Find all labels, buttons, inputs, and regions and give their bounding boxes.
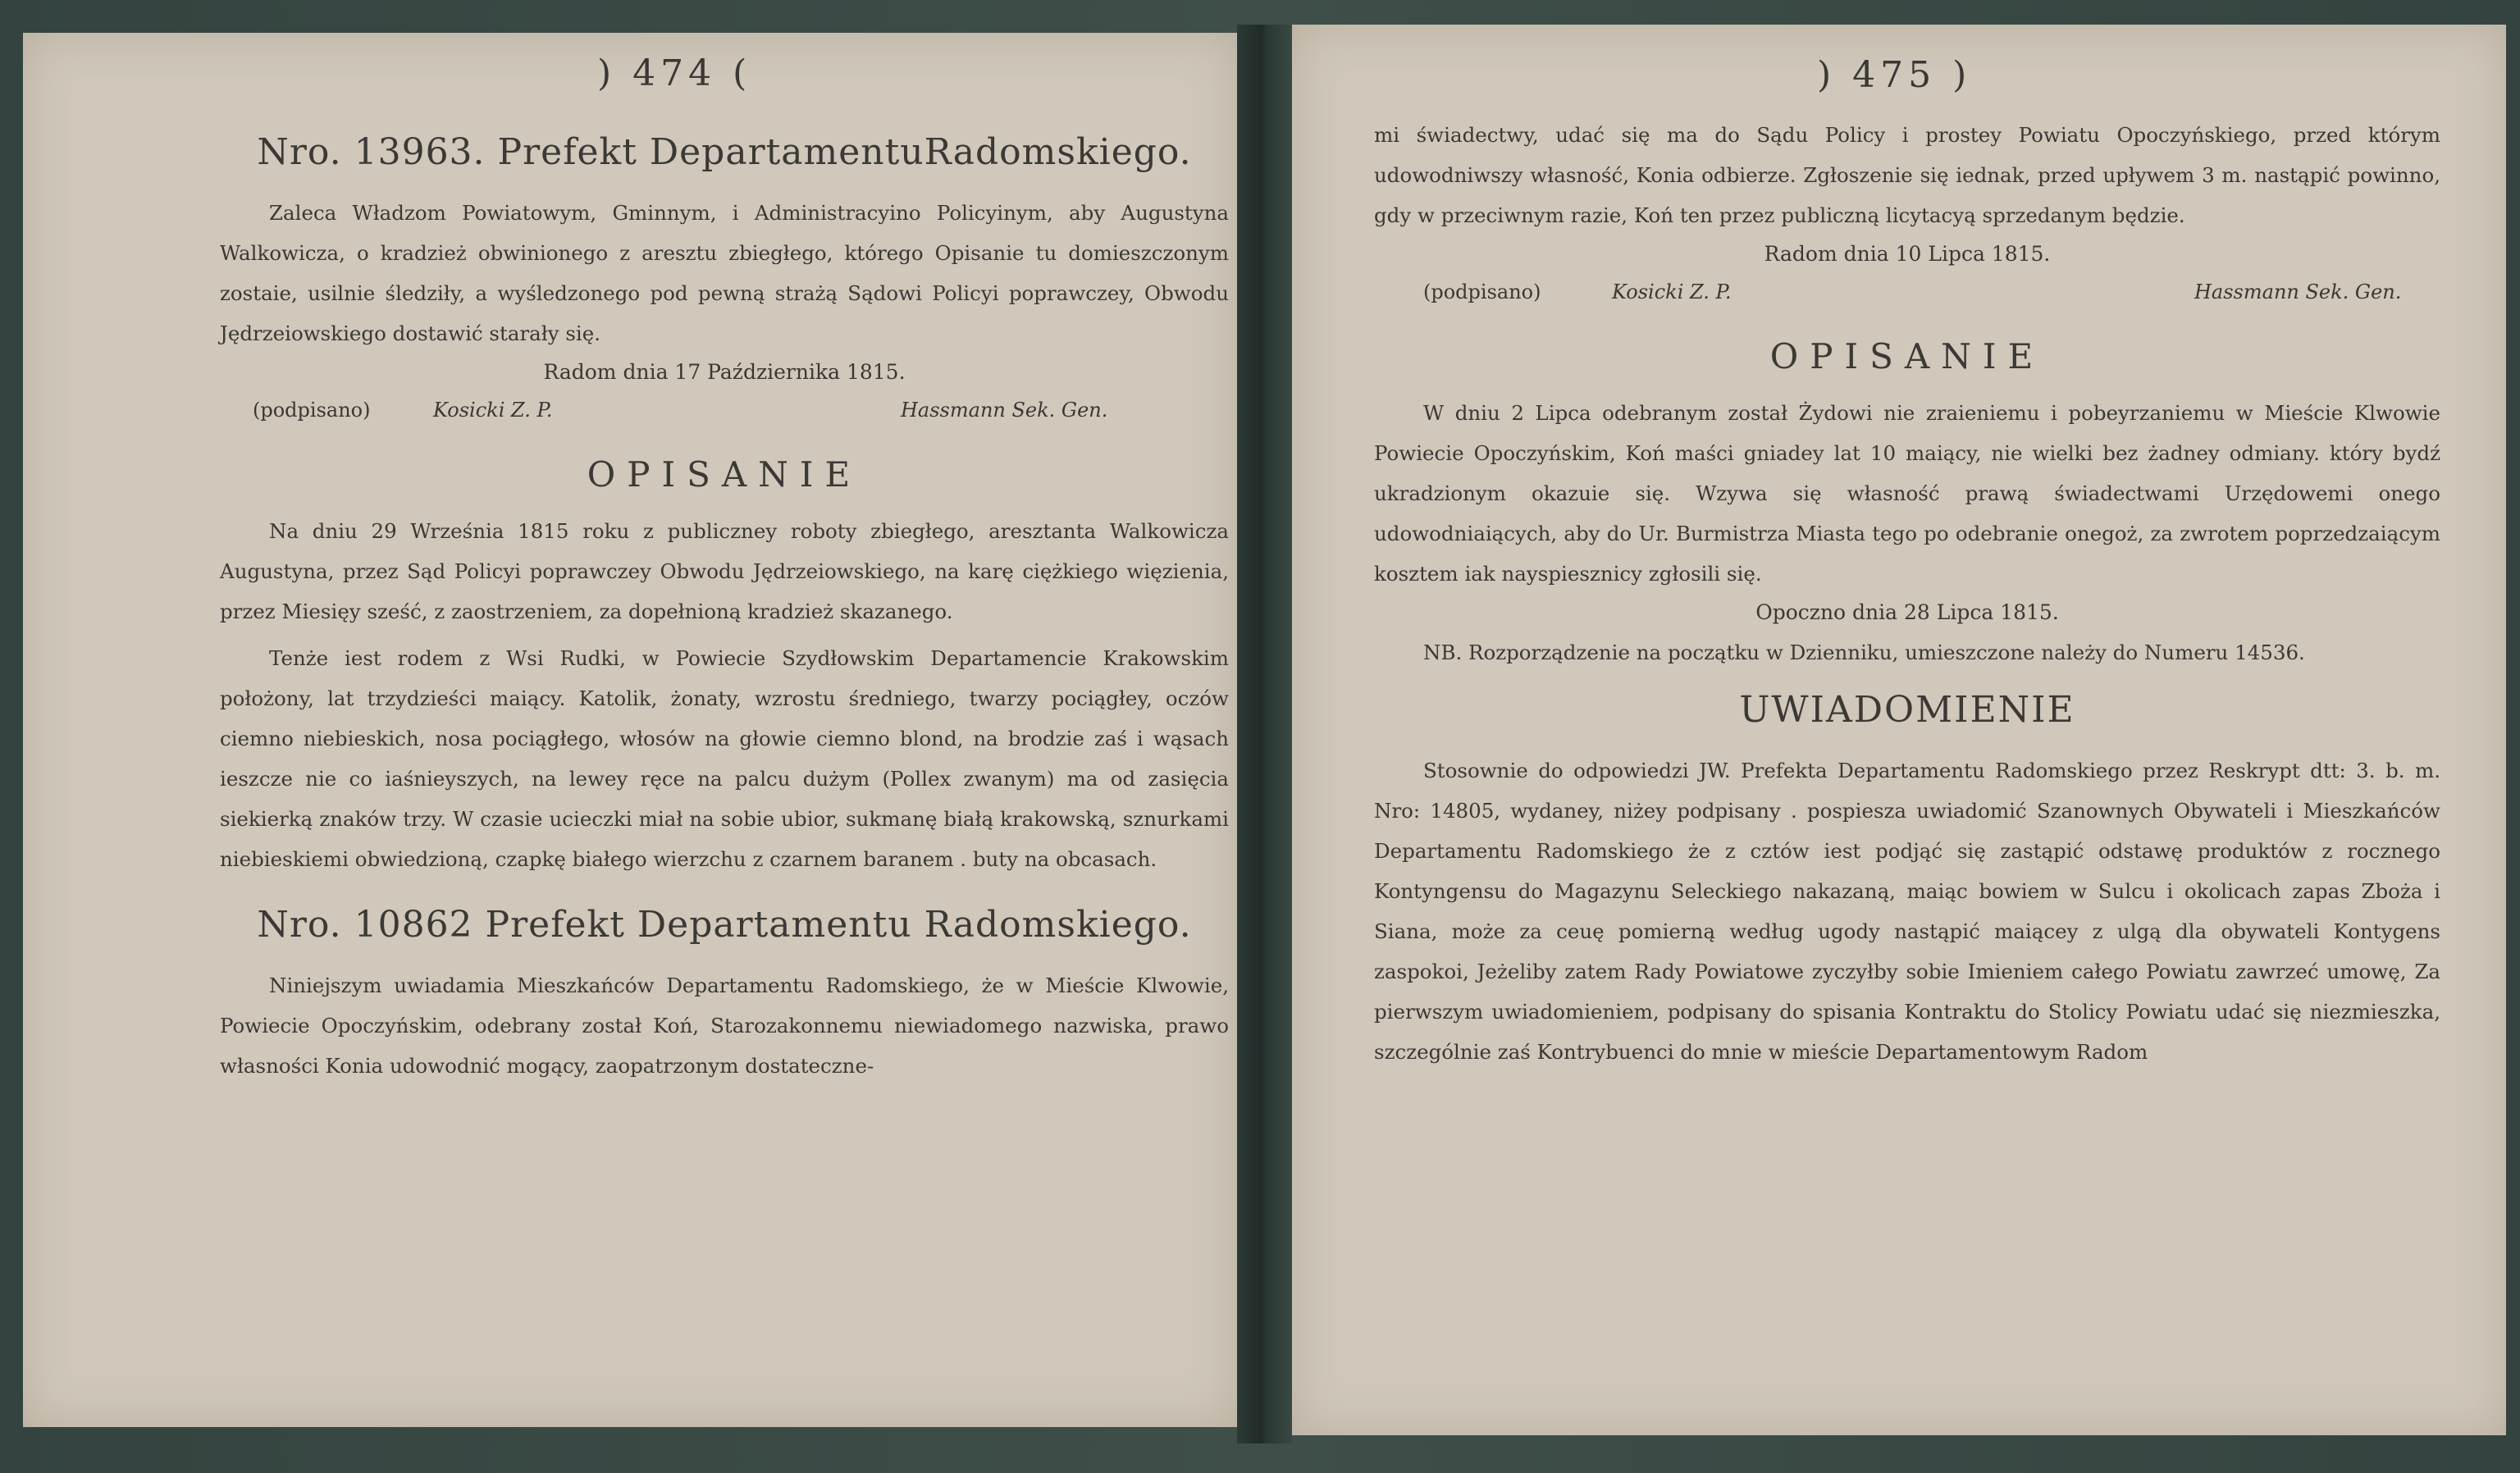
signature-label: (podpisano) — [253, 399, 371, 422]
notice-13963-signature — [220, 392, 1229, 435]
right-page — [1292, 25, 2506, 1435]
opisanie-title-right: OPISANIE — [1769, 336, 2045, 376]
notice-13963-place-date: Radom dnia 17 Października 1815. — [543, 360, 906, 384]
notice-10862-body: Niniejszym uwiadamia Mieszkańców Departamentu Radomskiego, że w Mieście Klwowie, Powiecie Opoczyńskim, odebrany został Koń, Starozakonnemu niewiadomego nazwiska, prawo własności Konia udowodnić mogący, zaopatrzonym dostateczne- — [220, 974, 1229, 1078]
uwiadomienie-body: Stosownie do odpowiedzi JW. Prefekta Departamentu Radomskiego przez Reskrypt dtt: 3. b. m. Nro: 14805, wydaney, niżey podpisany . pospiesza uwiadomić Szanownych Obywateli i Mieszkańców Departamentu Radomskiego że z cztów iest podjąć się zastąpić odstawę produktów z rocznego Kontyngensu do Magazynu Seleckiego nakazaną, maiąc bowiem w Sulcu i okolicach zapas Zboża i Siana, może za ceuę pomierną według ugody nastąpić maiącey z ulgą dla obywateli Kontygens zaspokoi, Jeżeliby zatem Rady Powiatowe zyczyłby sobie Imieniem całego Powiatu zawrzeć umowę, Za pierwszym uwiadomieniem, podpisany do spisania Kontraktu do Stolicy Powiatu udać się niezmieszka, szczególnie zaś Kontrybuenci do mnie w mieście Departamentowym Radom — [1374, 759, 2440, 1064]
signature-secretary: Hassmann Sek. Gen. — [2194, 280, 2402, 303]
right-page-column — [1374, 115, 2440, 1079]
signature-prefect: Kosicki Z. P. — [433, 399, 553, 422]
right-page-number: ) 475 ) — [1817, 54, 1972, 96]
left-page-column — [220, 131, 1229, 1092]
signature-label: (podpisano) — [1423, 280, 1541, 303]
book-gutter — [1237, 25, 1292, 1443]
notice-13963-body: Zaleca Władzom Powiatowym, Gminnym, i Administracyino Policyinym, aby Augustyna Walkowicza, o kradzież obwinionego z aresztu zbiegłego, którego Opisanie tu domieszczonym zostaie, usilnie śledziły, a wyśledzonego pod pewną strażą Sądowi Policyi poprawczey, Obwodu Jędrzeiowskiego dostawić starały się. — [220, 201, 1229, 345]
continuation-signature — [1374, 274, 2440, 317]
left-page — [23, 33, 1237, 1427]
opisanie-left-p1: Na dniu 29 Września 1815 roku z publiczney roboty zbiegłego, aresztanta Walkowicza Augustyna, przez Sąd Policyi poprawczey Obwodu Jędrzeiowskiego, na karę ciężkiego więzienia, przez Miesięy sześć, z zaostrzeniem, za dopełnioną kradzież skazanego. — [220, 519, 1229, 623]
notice-10862-heading: Nro. 10862 Prefekt Departamentu Radomskiego. — [257, 904, 1192, 946]
continuation-place-date: Radom dnia 10 Lipca 1815. — [1764, 242, 2051, 266]
opisanie-left-p2: Tenże iest rodem z Wsi Rudki, w Powiecie Szydłowskim Departamencie Krakowskim położony, lat trzydzieści maiący. Katolik, żonaty, wzrostu średniego, twarzy pociągłey, oczów ciemno niebieskich, nosa pociągłego, włosów na głowie ciemno blond, na brodzie zaś i wąsach ieszcze nie co iaśnieyszych, na lewey ręce na palcu dużym (Pollex zwanym) ma od zasięcia siekierką znaków trzy. W czasie ucieczki miał na sobie ubior, sukmanę białą krakowską, sznurkami niebieskiemi obwiedzioną, czapkę białego wierzchu z czarnem baranem . buty na obcasach. — [220, 646, 1229, 871]
opisanie-title-left: OPISANIE — [587, 454, 862, 495]
uwiadomienie-title: UWIADOMIENIE — [1739, 689, 2075, 731]
signature-secretary: Hassmann Sek. Gen. — [901, 399, 1108, 422]
notice-13963-heading: Nro. 13963. Prefekt DepartamentuRadomskiego. — [257, 131, 1192, 173]
opisanie-right-body: W dniu 2 Lipca odebranym został Żydowi nie zraieniemu i pobeyrzaniemu w Mieście Klwowie Powiecie Opoczyńskim, Koń maści gniadey lat 10 maiący, nie wielki bez żadney odmiany. który bydź ukradzionym okazuie się. Wzywa się własność prawą świadectwami Urzędowemi onego udowodniaiących, aby do Ur. Burmistrza Miasta tego po odebranie onegoż, za zwrotem poprzedzaiącym kosztem iak nayspiesznicy zgłosili się. — [1374, 401, 2440, 586]
nb-note: NB. Rozporządzenie na początku w Dzienniku, umieszczone należy do Numeru 14536. — [1423, 641, 2305, 664]
opisanie-right-place-date: Opoczno dnia 28 Lipca 1815. — [1755, 600, 2059, 624]
signature-prefect: Kosicki Z. P. — [1612, 280, 1732, 303]
continuation-text: mi świadectwy, udać się ma do Sądu Policy i prostey Powiatu Opoczyńskiego, przed którym udowodniwszy własność, Konia odbierze. Zgłoszenie się iednak, przed upływem 3 m. nastąpić powinno, gdy w przeciwnym razie, Koń ten przez publiczną licytacyą sprzedanym będzie. — [1374, 123, 2440, 227]
left-page-number: ) 474 ( — [597, 52, 752, 94]
